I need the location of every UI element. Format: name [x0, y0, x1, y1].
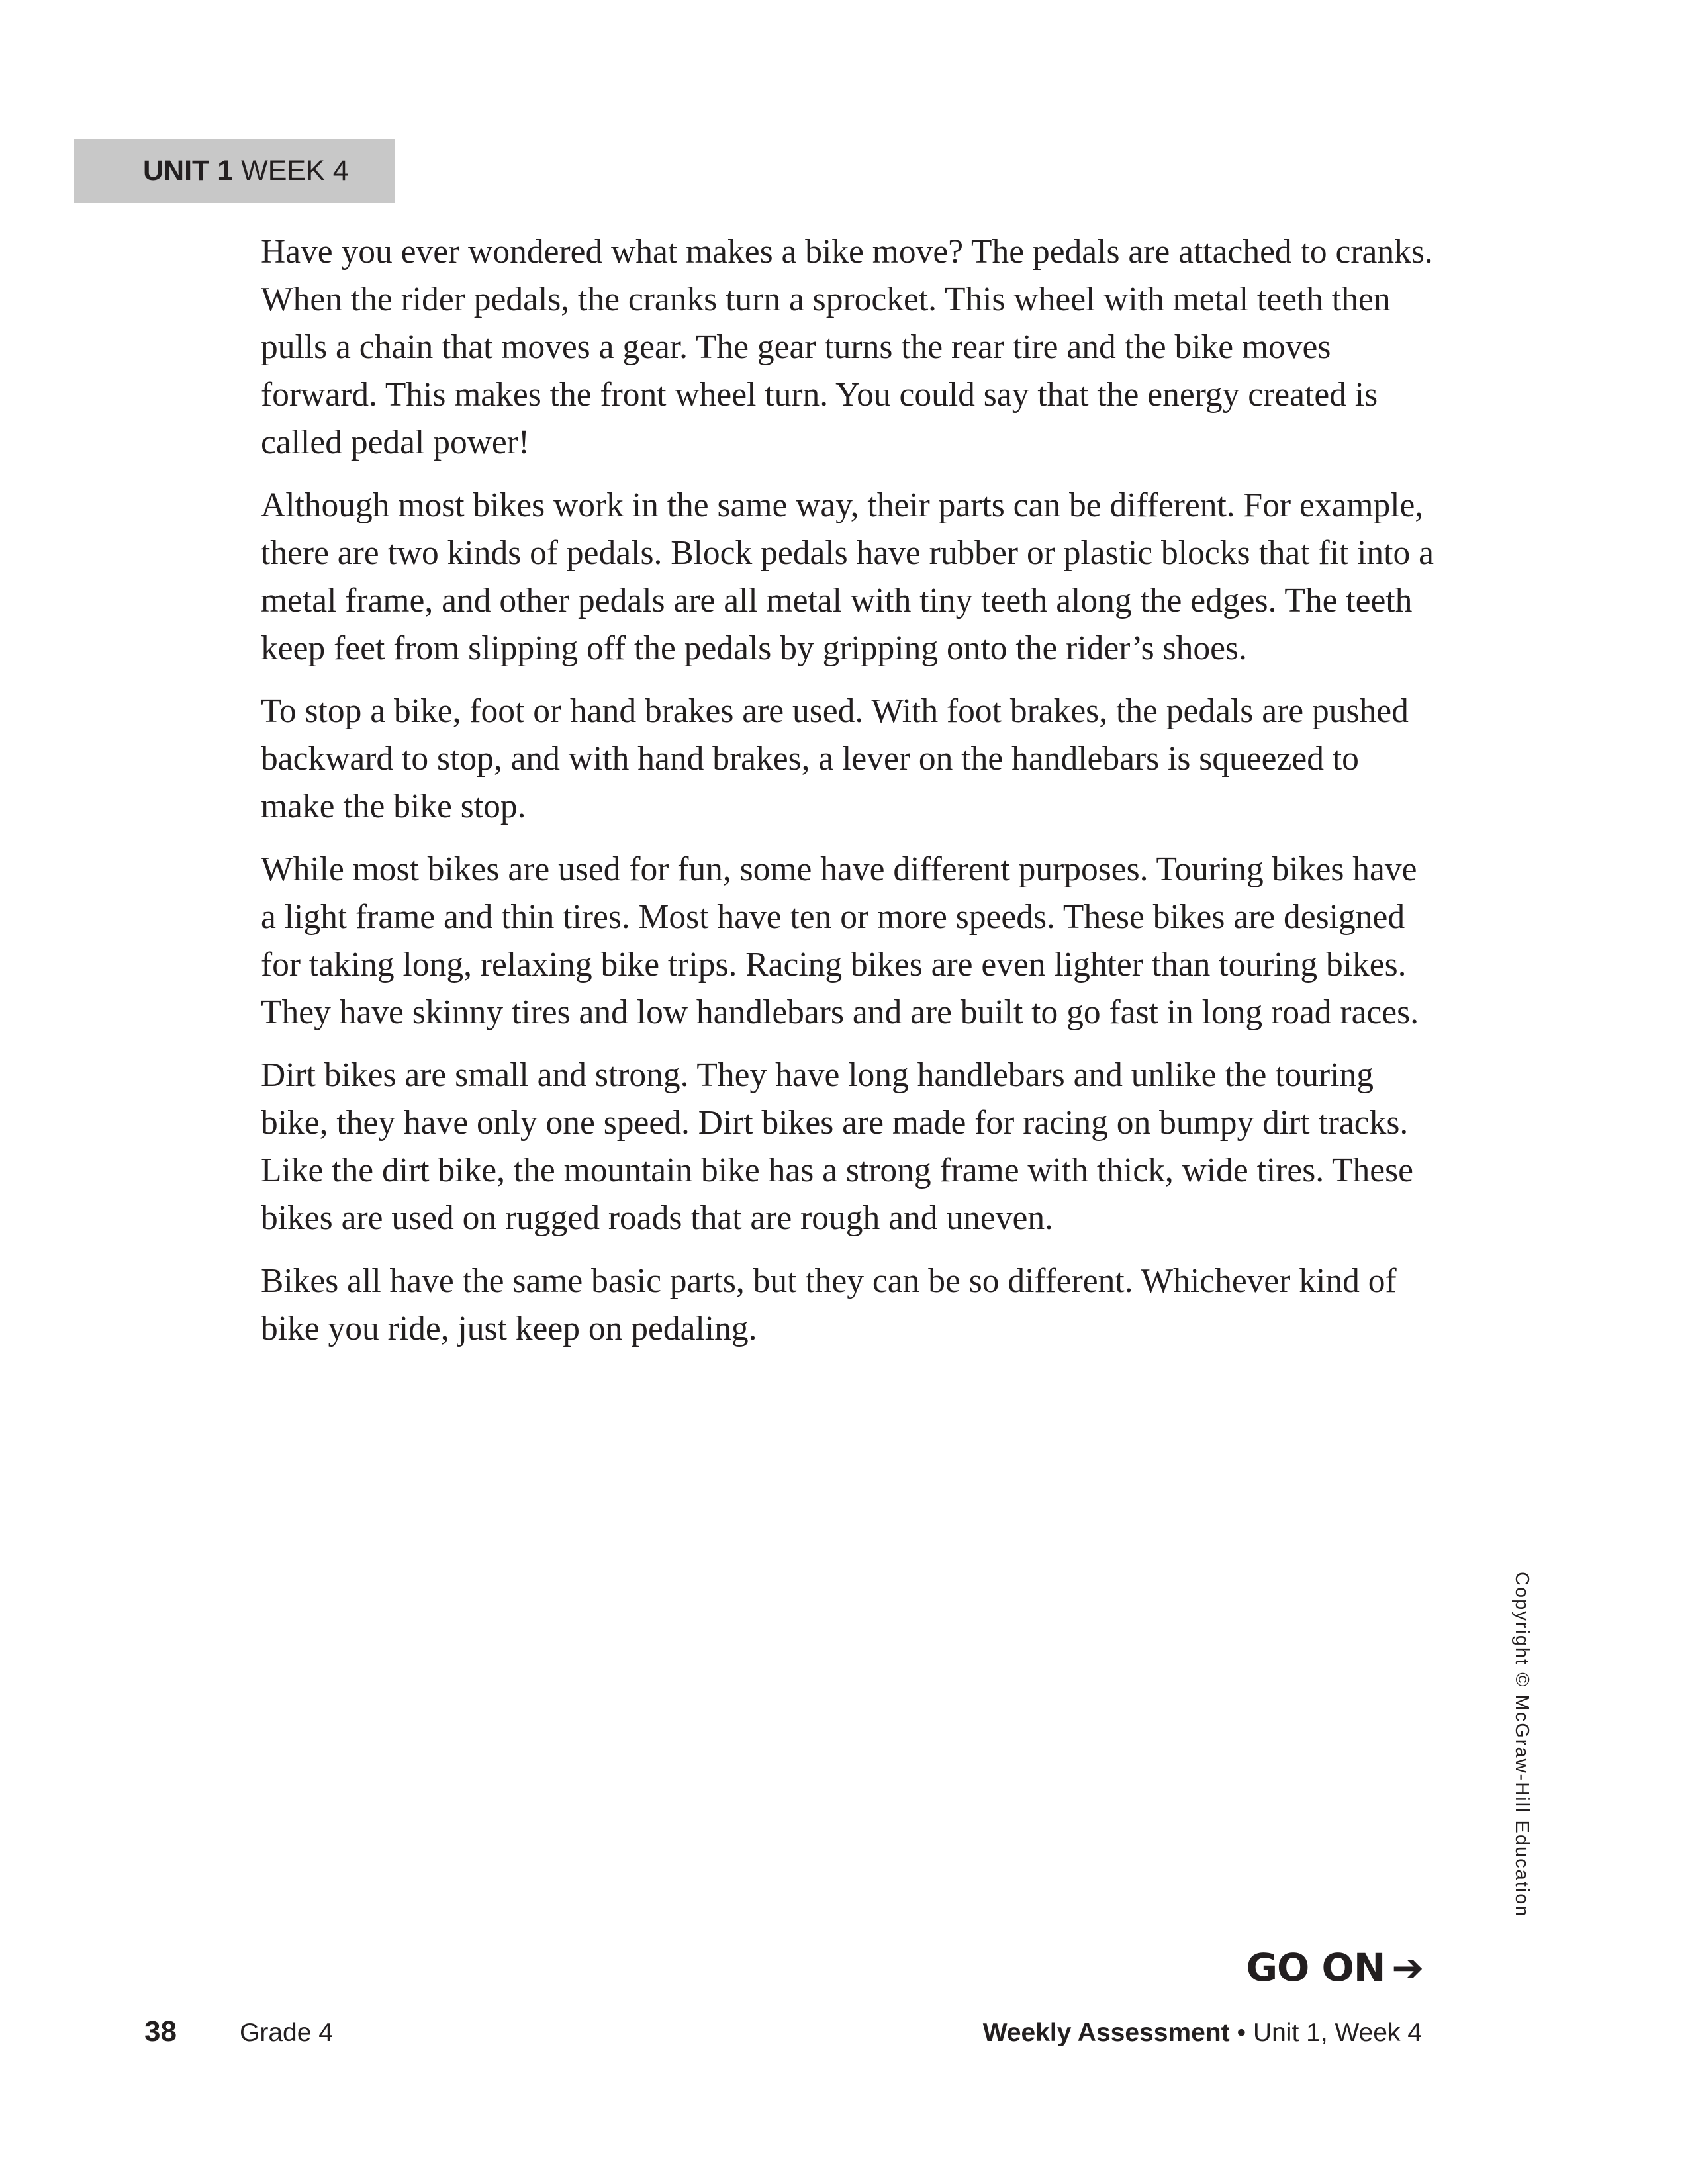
- copyright-notice: Copyright © McGraw-Hill Education: [1511, 1572, 1532, 1918]
- week-label: WEEK 4: [241, 155, 349, 187]
- unit-week-tab: [74, 139, 395, 203]
- passage-paragraph: Bikes all have the same basic parts, but they can be so different. Whichever kind of bike you ride, just keep on pedaling.: [261, 1262, 1397, 1347]
- passage-paragraph: Have you ever wondered what makes a bike move? The pedals are attached to cranks. When the rider pedals, the cranks turn a sprocket. This wheel with metal teeth then pulls a chain that moves a gear. The gear turns the rear tire and the bike moves forward. This makes the front wheel turn. You could say that the energy created is called pedal power!: [261, 233, 1433, 461]
- go-on-indicator: [1246, 1944, 1423, 1991]
- grade-label: Grade 4: [240, 2019, 333, 2047]
- page-number: 38: [144, 2015, 177, 2048]
- reading-passage: [261, 228, 1439, 1368]
- assessment-title: Weekly Assessment: [982, 2019, 1230, 2047]
- unit-week-footer: Unit 1, Week 4: [1252, 2019, 1422, 2047]
- unit-label: UNIT 1: [143, 155, 234, 187]
- arrow-right-icon: ➔: [1391, 1945, 1423, 1990]
- passage-paragraph: To stop a bike, foot or hand brakes are used. With foot brakes, the pedals are pushed backward to stop, and with hand brakes, a lever on the handlebars is squeezed to make the bike stop.: [261, 692, 1409, 825]
- passage-paragraph: While most bikes are used for fun, some have different purposes. Touring bikes have a light frame and thin tires. Most have ten or more speeds. These bikes are designed for taking long, relaxing bike trips. Racing bikes are even lighter than touring bikes. They have skinny tires and low handlebars and are built to go fast in long road races.: [261, 850, 1419, 1031]
- footer-separator: •: [1229, 2019, 1253, 2047]
- go-on-label: GO ON: [1246, 1945, 1385, 1990]
- passage-paragraph: Dirt bikes are small and strong. They have long handlebars and unlike the touring bike, they have only one speed. Dirt bikes are made for racing on bumpy dirt tracks. Like the dirt bike, the mountain bike has a strong frame with thick, wide tires. These bikes are used on rugged roads that are rough and uneven.: [261, 1056, 1414, 1237]
- passage-paragraph: Although most bikes work in the same way, their parts can be different. For example, there are two kinds of pedals. Block pedals have rubber or plastic blocks that fit into a metal frame, and other pedals are all metal with tiny teeth along the edges. The teeth keep feet from slipping off the pedals by gripping onto the rider’s shoes.: [261, 486, 1434, 667]
- assessment-footer: [983, 2013, 1422, 2053]
